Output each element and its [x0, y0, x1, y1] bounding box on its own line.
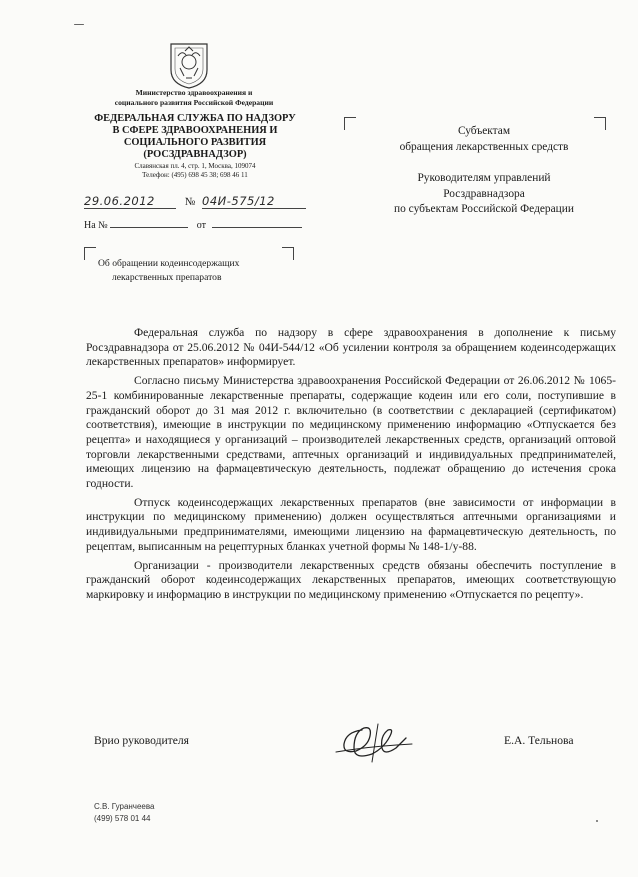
- body-paragraph-3: Отпуск кодеинсодержащих лекарственных препаратов (вне зависимости от информации в инструкции по медицинскому применению) должен осуществляться аптечными организациями и индивидуальными предпринимателями, имеющими лицензию на фармацевтическую деятельность, по рецептам, выписанным на рецептурных бланках учетной формы № 148-1/у-88.: [86, 495, 616, 553]
- registration-line: [84, 194, 316, 212]
- signer-name: Е.А. Тельнова: [504, 734, 574, 747]
- subject-corner-left: [84, 247, 96, 260]
- from-label: от: [196, 220, 206, 231]
- ministry-name: Министерство здравоохранения и социального развития Российской Федерации: [114, 88, 274, 107]
- body-paragraph-1: Федеральная служба по надзору в сфере здравоохранения в дополнение к письму Росздравнадзора от 25.06.2012 № 04И-544/12 «Об усилении контроля за обращением кодеинсодержащих лекарственных препаратов» информирует.: [86, 326, 616, 369]
- executor-name: С.В. Гуранчеева: [94, 802, 155, 811]
- number-label: №: [184, 196, 196, 208]
- letter-body: [86, 326, 616, 607]
- registration-date: 29.06.2012: [84, 194, 176, 209]
- registration-number: 04И-575/12: [202, 194, 306, 209]
- body-paragraph-4: Организации - производители лекарственных средств обязаны обеспечить поступление в гражданский оборот кодеинсодержащих лекарственных препаратов, имеющих соответствующую маркировку и информацию в инструкции по медицинскому применению «Отпускается по рецепту».: [86, 558, 616, 601]
- signer-role: Врио руководителя: [94, 734, 190, 747]
- handwritten-signature-icon: [332, 718, 416, 764]
- ref-date-blank: [212, 217, 302, 228]
- addressee-corner-left: [344, 117, 356, 130]
- agency-address: Славянская пл. 4, стр. 1, Москва, 109074 Телефон: (495) 698 45 38; 698 46 11: [134, 162, 256, 179]
- executor-phone: (499) 578 01 44: [94, 814, 151, 823]
- reference-line: [84, 217, 316, 233]
- state-emblem-icon: [166, 40, 212, 90]
- ref-number-blank: [110, 217, 188, 228]
- agency-name: ФЕДЕРАЛЬНАЯ СЛУЖБА ПО НАДЗОРУ В СФЕРЕ ЗДРАВООХРАНЕНИЯ И СОЦИАЛЬНОГО РАЗВИТИЯ (РОСЗДРАВНАДЗОР): [94, 113, 296, 160]
- subject-block: Об обращении кодеинсодержащих лекарственных препаратов: [98, 258, 240, 283]
- body-paragraph-2: Согласно письму Министерства здравоохранения Российской Федерации от 26.06.2012 № 1065-25-1 комбинированные лекарственные препараты, содержащие кодеин или его соли, поступившие в гражданский оборот до 31 мая 2012 г. включительно (в соответствии с декларацией (сертификатом) соответствия), имеющие в инструкции по медицинскому применению информацию «Отпускается без рецепта» и находящиеся у организаций – производителей лекарственных средств, организаций оптовой торговли лекарственными средствами, аптечных организаций и индивидуальных предпринимателей, имеющих лицензию на фармацевтическую деятельность, подлежат обращению до истечения срока годности.: [86, 374, 616, 491]
- addressee-block: Субъектам обращения лекарственных средств Руководителям управлений Росздравнадзора по субъектам Российской Федерации: [394, 125, 574, 215]
- ref-label: На №: [84, 220, 108, 231]
- executor-info: [94, 801, 154, 825]
